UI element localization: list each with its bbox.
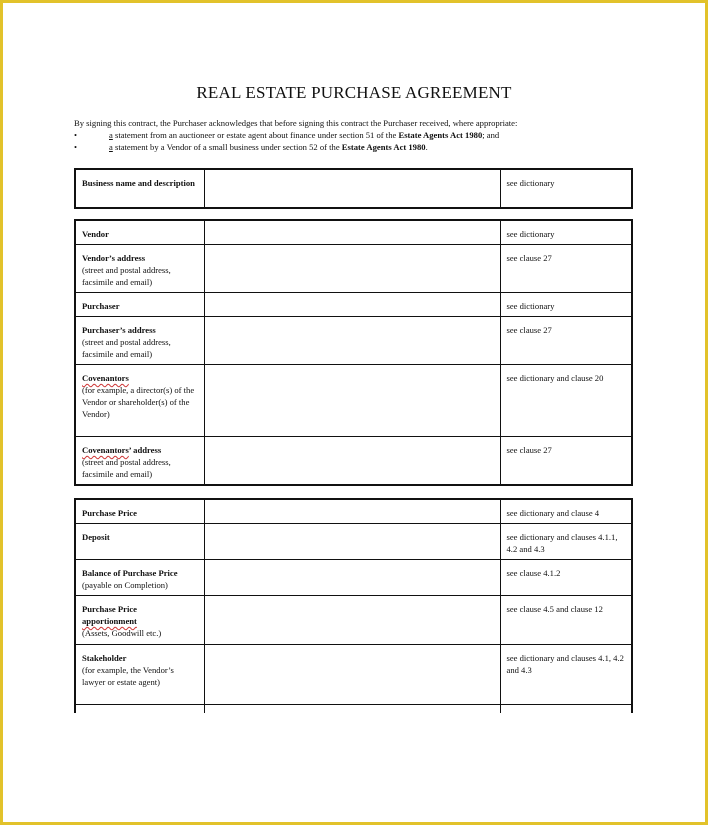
price-table <box>74 498 633 713</box>
field-label: Stakeholder <box>82 653 127 663</box>
table-row <box>75 645 632 705</box>
field-value-cell[interactable] <box>204 293 500 317</box>
table-row <box>75 596 632 645</box>
table-row <box>75 220 632 245</box>
field-label: Covenantors <box>82 445 129 455</box>
intro-bullet-2 <box>74 141 644 153</box>
empty-cell <box>204 705 500 713</box>
field-label: Purchase Price <box>75 499 204 524</box>
field-reference: see clause 27 <box>500 317 632 365</box>
bullet-icon: • <box>74 130 78 140</box>
table-row <box>75 524 632 560</box>
field-value-cell[interactable] <box>204 169 500 208</box>
field-reference: see dictionary <box>500 220 632 245</box>
bullet-tail: ; and <box>482 130 500 140</box>
field-label: Vendor <box>75 220 204 245</box>
field-label-line2: apportionment <box>82 616 137 626</box>
field-reference: see dictionary and clauses 4.1.1, 4.2 and 4.3 <box>500 524 632 560</box>
field-value-cell[interactable] <box>204 245 500 293</box>
field-value-cell[interactable] <box>204 524 500 560</box>
field-reference: see dictionary and clause 4 <box>500 499 632 524</box>
document-title: REAL ESTATE PURCHASE AGREEMENT <box>196 83 512 102</box>
field-value-cell[interactable] <box>204 365 500 437</box>
table-row <box>75 169 632 208</box>
intro-section <box>74 117 644 153</box>
act-name: Estate Agents Act 1980 <box>398 130 483 140</box>
field-reference: see dictionary and clause 20 <box>500 365 632 437</box>
bullet-article: a <box>109 130 113 140</box>
table-row <box>75 437 632 486</box>
field-reference: see dictionary <box>500 169 632 208</box>
field-label-tail: ’ address <box>128 445 162 455</box>
field-reference: see dictionary <box>500 293 632 317</box>
field-sublabel: (street and postal address, facsimile and email) <box>82 337 171 359</box>
field-value-cell[interactable] <box>204 596 500 645</box>
field-value-cell[interactable] <box>204 560 500 596</box>
field-sublabel: (payable on Completion) <box>82 580 168 590</box>
business-table <box>74 168 633 209</box>
field-label: Covenantors <box>82 373 129 383</box>
table-row <box>75 245 632 293</box>
field-label-cell <box>75 365 204 437</box>
empty-cell <box>500 705 632 713</box>
field-label: Deposit <box>75 524 204 560</box>
intro-bullet-1 <box>74 129 644 141</box>
field-label-cell <box>75 560 204 596</box>
table-row <box>75 317 632 365</box>
field-reference: see clause 27 <box>500 245 632 293</box>
field-label: Purchaser <box>75 293 204 317</box>
field-label-cell <box>75 437 204 486</box>
table-row-partial <box>75 705 632 713</box>
field-value-cell[interactable] <box>204 220 500 245</box>
bullet-article: a <box>109 142 113 152</box>
field-value-cell[interactable] <box>204 645 500 705</box>
field-reference: see clause 4.5 and clause 12 <box>500 596 632 645</box>
document-page <box>3 3 705 822</box>
field-label: Balance of Purchase Price <box>82 568 178 578</box>
field-label-cell <box>75 317 204 365</box>
field-sublabel: (street and postal address, facsimile and email) <box>82 265 171 287</box>
field-label-cell <box>75 596 204 645</box>
field-label: Purchase Price <box>82 604 137 614</box>
intro-lead: By signing this contract, the Purchaser acknowledges that before signing this contract the Purchaser received, where appropriate: <box>74 118 518 128</box>
act-name: Estate Agents Act 1980 <box>341 142 426 152</box>
bullet-icon: • <box>74 142 78 152</box>
field-value-cell[interactable] <box>204 437 500 486</box>
bullet-text: statement by a Vendor of a small business under section 52 of the <box>112 142 342 152</box>
field-sublabel: (street and postal address, facsimile and email) <box>82 457 171 479</box>
field-sublabel: (for example, the Vendor’s lawyer or estate agent) <box>82 665 174 687</box>
field-reference: see clause 27 <box>500 437 632 486</box>
field-label: Business name and description <box>75 169 204 208</box>
table-row <box>75 365 632 437</box>
table-row <box>75 499 632 524</box>
field-label: Vendor’s address <box>82 253 146 263</box>
field-sublabel: (Assets, Goodwill etc.) <box>82 628 162 638</box>
field-value-cell[interactable] <box>204 317 500 365</box>
field-label-cell <box>75 245 204 293</box>
bullet-tail: . <box>425 142 428 152</box>
table-row <box>75 560 632 596</box>
parties-table <box>74 219 633 486</box>
field-reference: see dictionary and clauses 4.1, 4.2 and 4.3 <box>500 645 632 705</box>
field-value-cell[interactable] <box>204 499 500 524</box>
empty-cell <box>75 705 204 713</box>
field-label-cell <box>75 645 204 705</box>
table-row <box>75 293 632 317</box>
field-reference: see clause 4.1.2 <box>500 560 632 596</box>
bullet-text: statement from an auctioneer or estate agent about finance under section 51 of the <box>112 130 399 140</box>
field-label: Purchaser’s address <box>82 325 156 335</box>
field-sublabel: (for example, a director(s) of the Vendor or shareholder(s) of the Vendor) <box>82 385 195 419</box>
